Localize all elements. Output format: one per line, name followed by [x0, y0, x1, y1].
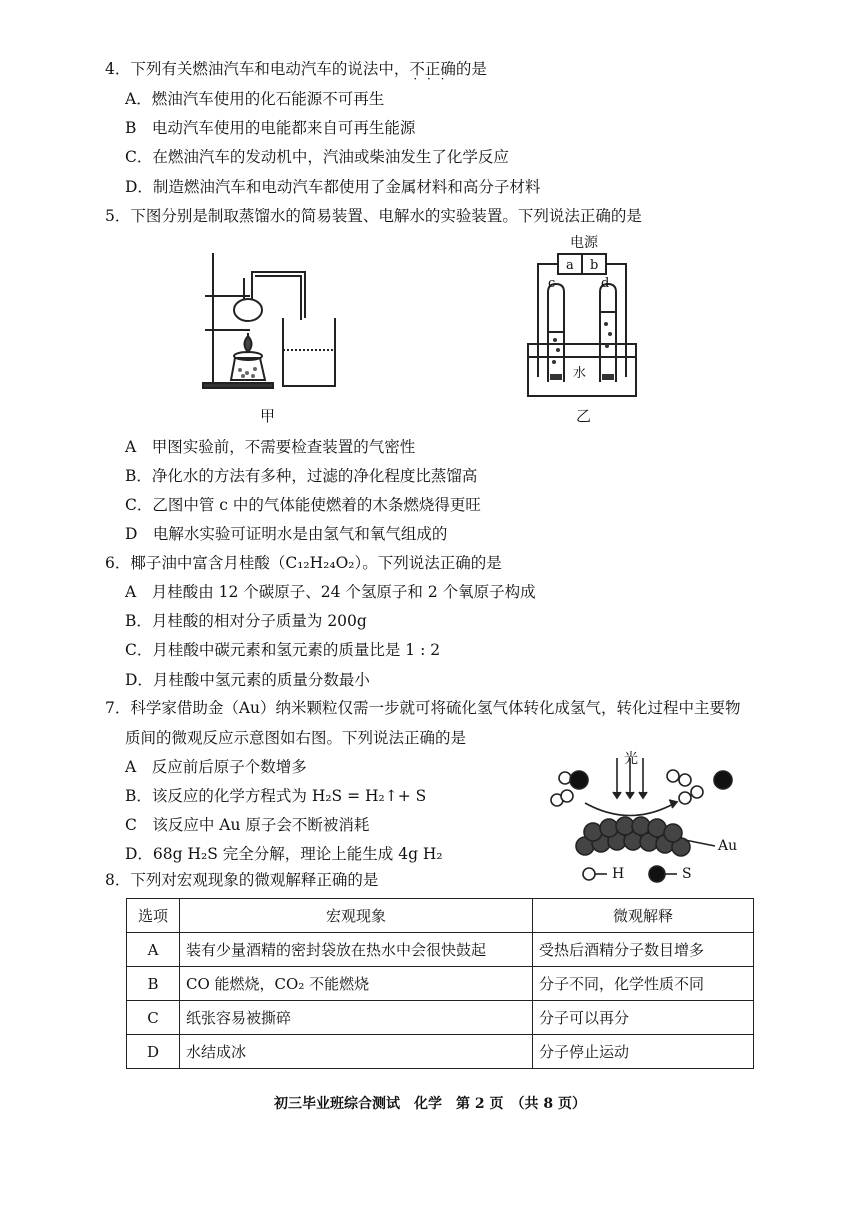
q7-stem-line2: 质间的微观反应示意图如右图。下列说法正确的是	[125, 729, 467, 747]
legend-h-label: H	[612, 866, 625, 882]
row-b-macro: CO 能燃烧，CO₂ 不能燃烧	[180, 967, 533, 1001]
q6-stem: 6．椰子油中富含月桂酸（C₁₂H₂₄O₂）。下列说法正确的是	[105, 554, 502, 572]
q6-option-b: B．月桂酸的相对分子质量为 200g	[125, 612, 367, 630]
tube-c-label: c	[548, 276, 556, 291]
reaction-micro-diagram	[545, 748, 755, 888]
terminal-b-label: b	[590, 258, 599, 273]
header-macro: 宏观现象	[180, 899, 533, 933]
au-label: Au	[718, 838, 738, 854]
row-c-micro: 分子可以再分	[533, 1001, 754, 1035]
row-d-micro: 分子停止运动	[533, 1035, 754, 1069]
q6-option-d: D．月桂酸中氢元素的质量分数最小	[125, 671, 370, 689]
distillation-apparatus-diagram	[195, 248, 345, 398]
tube-d-label: d	[601, 276, 610, 291]
q7-option-d: D．68g H₂S 完全分解，理论上能生成 4g H₂	[125, 845, 443, 863]
q5-option-a: A 甲图实验前，不需要检查装置的气密性	[125, 438, 416, 456]
q5-option-b: B．净化水的方法有多种，过滤的净化程度比蒸馏高	[125, 467, 478, 485]
q7-stem-line1: 7．科学家借助金（Au）纳米颗粒仅需一步就可将硫化氢气体转化成氢气，转化过程中主要物	[105, 699, 741, 717]
row-c-macro: 纸张容易被撕碎	[180, 1001, 533, 1035]
q4-option-b: B 电动汽车使用的电能都来自可再生能源	[125, 119, 416, 137]
page-footer: 初三毕业班综合测试 化学 第 2 页 （共 8 页）	[274, 1096, 586, 1112]
q4-option-a: A．燃油汽车使用的化石能源不可再生	[125, 90, 385, 108]
row-b-micro: 分子不同，化学性质不同	[533, 967, 754, 1001]
q8-table	[126, 898, 754, 1069]
legend-s-label: S	[682, 866, 692, 882]
row-d-macro: 水结成冰	[180, 1035, 533, 1069]
table-row	[127, 1035, 754, 1069]
q5-option-d: D 电解水实验可证明水是由氢气和氧气组成的	[125, 525, 448, 543]
q6-option-a: A 月桂酸由 12 个碳原子、24 个氢原子和 2 个氧原子构成	[125, 583, 536, 601]
row-a-macro: 装有少量酒精的密封袋放在热水中会很快鼓起	[180, 933, 533, 967]
row-d-option: D	[127, 1035, 180, 1069]
power-label: 电源	[570, 235, 598, 251]
row-c-option: C	[127, 1001, 180, 1035]
row-b-option: B	[127, 967, 180, 1001]
header-micro: 微观解释	[533, 899, 754, 933]
q4-option-d: D．制造燃油汽车和电动汽车都使用了金属材料和高分子材料	[125, 178, 541, 196]
light-label: 光	[624, 751, 638, 767]
table-row	[127, 933, 754, 967]
fig-jia-label: 甲	[260, 407, 276, 425]
q5-option-c: C．乙图中管 c 中的气体能使燃着的木条燃烧得更旺	[125, 496, 481, 514]
q7-option-a: A 反应前后原子个数增多	[125, 758, 307, 776]
q4-option-c: C．在燃油汽车的发动机中，汽油或柴油发生了化学反应	[125, 148, 509, 166]
row-a-option: A	[127, 933, 180, 967]
q7-option-c: C 该反应中 Au 原子会不断被消耗	[125, 816, 370, 834]
water-label: 水	[573, 366, 587, 381]
table-row	[127, 967, 754, 1001]
q7-option-b: B．该反应的化学方程式为 H₂S = H₂↑+ S	[125, 787, 427, 805]
terminal-a-label: a	[566, 258, 574, 273]
q6-option-c: C．月桂酸中碳元素和氢元素的质量比是 1 : 2	[125, 641, 441, 659]
row-a-micro: 受热后酒精分子数目增多	[533, 933, 754, 967]
table-row	[127, 1001, 754, 1035]
q4-emphasis: 不正确 · · ·	[409, 60, 456, 78]
header-option: 选项	[127, 899, 180, 933]
q5-stem: 5．下图分别是制取蒸馏水的简易装置、电解水的实验装置。下列说法正确的是	[105, 207, 642, 225]
q4-stem: 4．下列有关燃油汽车和电动汽车的说法中，不正确 · · ·的是	[105, 62, 487, 78]
fig-yi-label: 乙	[576, 407, 592, 425]
table-header-row	[127, 899, 754, 933]
q8-stem: 8．下列对宏观现象的微观解释正确的是	[105, 871, 379, 889]
